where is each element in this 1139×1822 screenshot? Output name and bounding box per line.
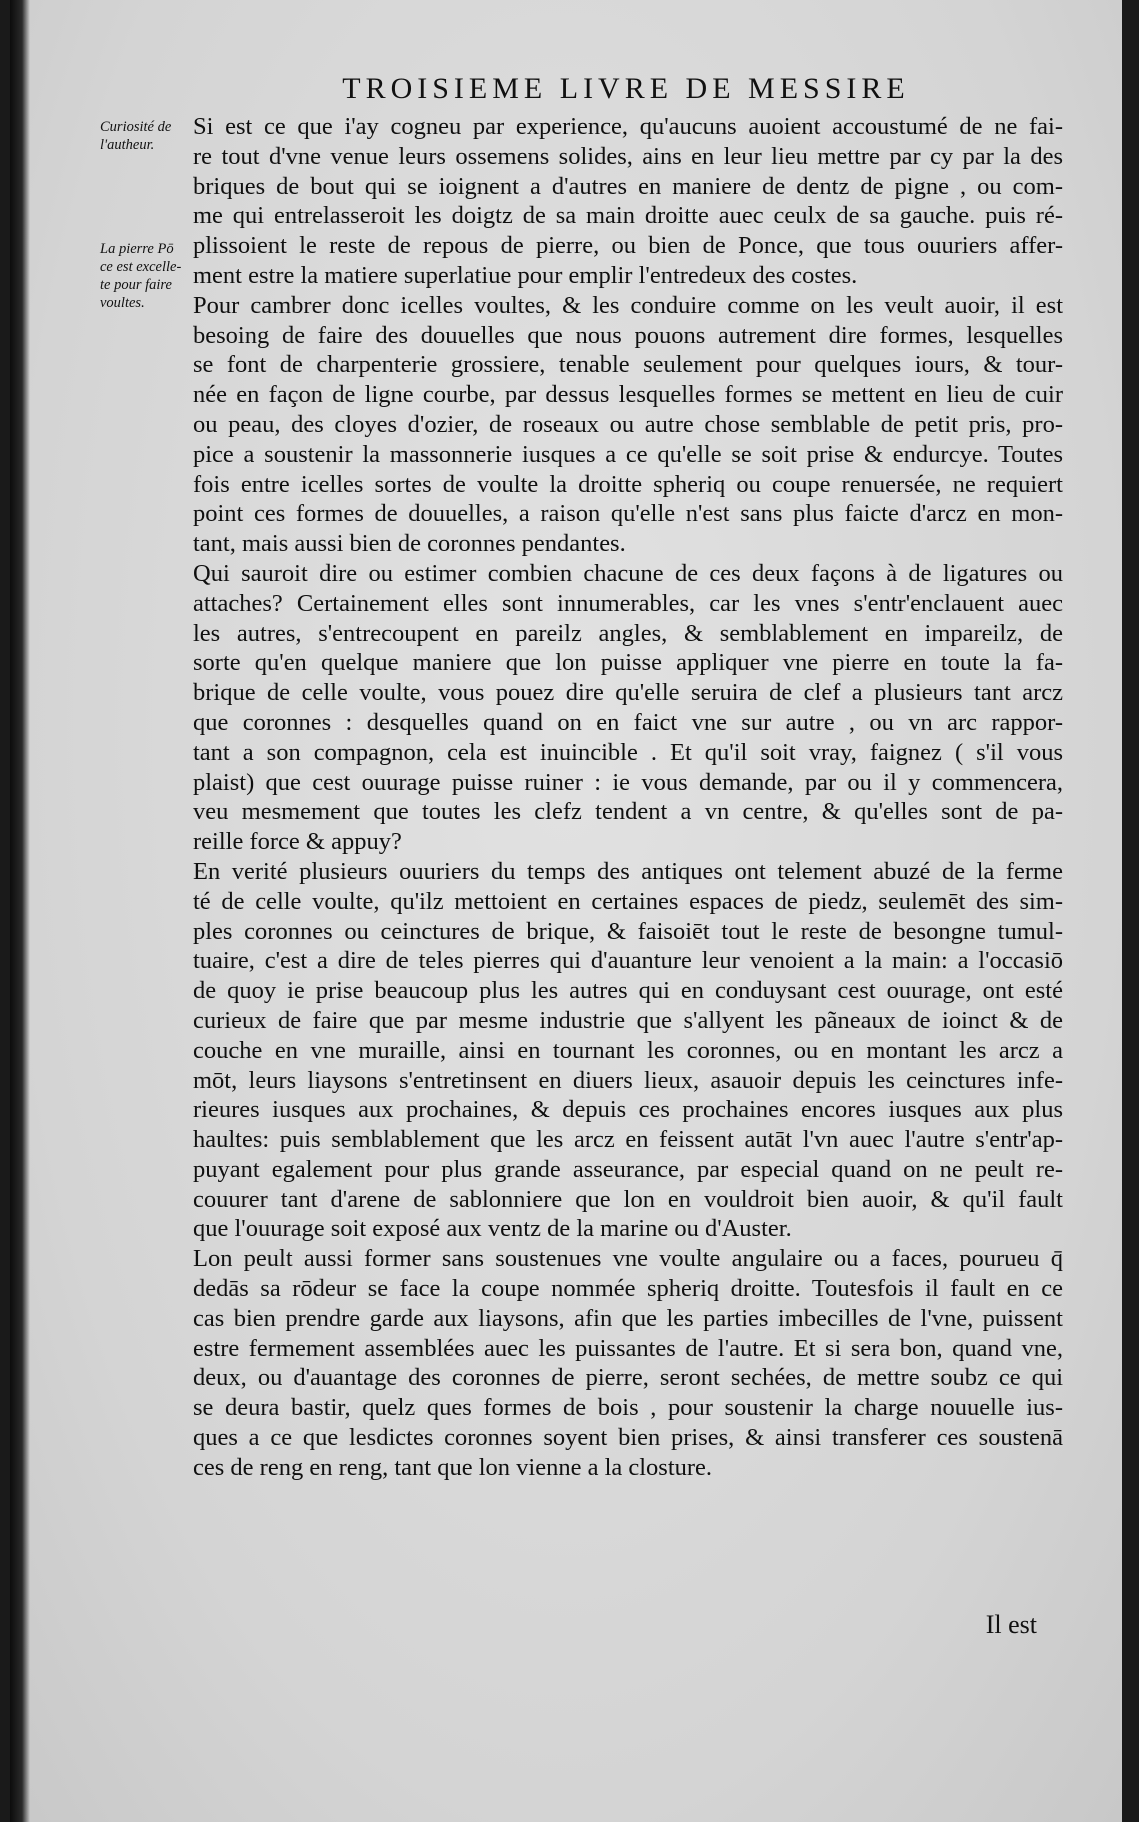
margin-note-line: La pierre Pō xyxy=(100,241,174,257)
margin-note-line: l'autheur. xyxy=(100,137,155,153)
text-line: se deura bastir, quelz ques formes de bois , pour soustenir la charge nouuelle ius- xyxy=(193,1394,1063,1422)
text-line: plaist) que cest ouurage puisse ruiner : ie vous demande, par ou il y commencera, xyxy=(193,768,1063,796)
text-line: couche en vne muraille, ainsi en tournant les coronnes, ou en montant les arcz a xyxy=(193,1036,1063,1064)
text-line: mōt, leurs liaysons s'entretinsent en diuers lieux, asauoir depuis les ceinctures infe- xyxy=(193,1066,1063,1094)
text-line: se font de charpenterie grossiere, tenable seulement pour quelques iours, & tour- xyxy=(193,351,1063,379)
paragraph xyxy=(193,291,1063,559)
page-gutter-shadow xyxy=(10,0,30,1822)
text-line: tuaire, c'est a dire de teles pierres qui d'auanture leur venoient a la main: a l'occasiō xyxy=(193,947,1063,975)
text-line: deux, ou d'auantage des coronnes de pierre, seront sechées, de mettre soubz ce qui xyxy=(193,1364,1063,1392)
text-line: Si est ce que i'ay cogneu par experience, qu'aucuns auoient accoustumé de ne fai- xyxy=(193,113,1063,140)
margin-note-2 xyxy=(100,240,200,312)
paragraph xyxy=(193,112,1063,291)
text-line: tant a son compagnon, cela est inuincible . Et qu'il soit vray, faignez ( s'il vous xyxy=(193,738,1063,766)
text-line: dedās sa rōdeur se face la coupe nommée spheriq droitte. Toutesfois il fault en ce xyxy=(193,1275,1063,1303)
text-line: née en façon de ligne courbe, par dessus lesquelles formes se mettent en lieu de cuir xyxy=(193,381,1063,409)
text-line: couurer tant d'arene de sablonniere que lon en vouldroit bien auoir, & qu'il fault xyxy=(193,1185,1063,1213)
text-line: ces de reng en reng, tant que lon vienne a la closture. xyxy=(193,1453,713,1481)
text-line: estre fermement assemblées auec les puissantes de l'autre. Et si sera bon, quand vne, xyxy=(193,1334,1063,1362)
text-line: reille force & appuy? xyxy=(193,828,402,856)
paragraph xyxy=(193,1244,1063,1482)
text-line: besoing de faire des douuelles que nous pouons autrement dire formes, lesquelles xyxy=(193,321,1063,349)
text-line: té de celle voulte, qu'ilz mettoient en certaines espaces de piedz, seulemēt des sim- xyxy=(193,887,1063,915)
text-line: point ces formes de douuelles, a raison qu'elle n'est sans plus faicte d'arcz en mon- xyxy=(193,500,1063,528)
text-line: re tout d'vne venue leurs ossemens solides, ains en leur lieu mettre par cy par la des xyxy=(193,142,1063,170)
running-head xyxy=(10,72,1122,106)
text-line: pice a soustenir la massonnerie iusques a ce qu'elle se soit prise & endurcye. Toutes xyxy=(193,440,1063,468)
margin-note-line: Curiosité de xyxy=(100,119,172,135)
text-line: fois entre icelles sortes de voulte la droitte spheriq ou coupe renuersée, ne requiert xyxy=(193,470,1063,498)
text-line: me qui entrelasseroit les doigtz de sa main droitte auec ceulx de sa gauche. puis ré- xyxy=(193,202,1063,230)
text-line: Pour cambrer donc icelles voultes, & les conduire comme on les veult auoir, il est xyxy=(193,291,1063,319)
margin-note-line: te pour faire xyxy=(100,277,172,293)
text-line: cas bien prendre garde aux liaysons, afin que les parties imbecilles de l'vne, puissent xyxy=(193,1304,1063,1332)
text-line: En verité plusieurs ouuriers du temps des antiques ont telement abuzé de la ferme xyxy=(193,857,1063,885)
text-line: plissoient le reste de repous de pierre, ou bien de Ponce, que tous ouuriers affer- xyxy=(193,232,1063,260)
margin-note-1 xyxy=(100,118,200,154)
text-line: haultes: puis semblablement que les arcz en feissent autāt l'vn auec l'autre s'entr'ap- xyxy=(193,1126,1063,1154)
text-line: sorte qu'en quelque maniere que lon puisse appliquer vne pierre en toute la fa- xyxy=(193,649,1063,677)
book-page xyxy=(10,0,1122,1822)
text-line: ment estre la matiere superlatiue pour emplir l'entredeux des costes. xyxy=(193,261,858,289)
paragraph xyxy=(193,857,1063,1244)
text-line: de quoy ie prise beaucoup plus les autres qui en conduysant cest ouurage, ont esté xyxy=(193,977,1063,1005)
text-line: les autres, s'entrecoupent en pareilz angles, & semblablement en impareilz, de xyxy=(193,619,1063,647)
text-line: que l'ouurage soit exposé aux ventz de la marine ou d'Auster. xyxy=(193,1215,792,1243)
body-text xyxy=(193,112,1063,1483)
catchword: Il est xyxy=(985,1610,1037,1639)
paragraph xyxy=(193,559,1063,857)
text-line: curieux de faire que par mesme industrie que s'allyent les pãneaux de ioinct & de xyxy=(193,1006,1063,1034)
margin-note-line: ce est excelle- xyxy=(100,259,182,275)
text-line: ques a ce que lesdictes coronnes soyent bien prises, & ainsi transferer ces soustenā xyxy=(193,1424,1063,1452)
text-line: ou peau, des cloyes d'ozier, de roseaux ou autre chose semblable de petit pris, pro- xyxy=(193,410,1063,438)
running-head-text: TROISIEME LIVRE DE MESSIRE xyxy=(342,72,910,105)
text-line: Qui sauroit dire ou estimer combien chacune de ces deux façons à de ligatures ou xyxy=(193,559,1063,587)
text-line: brique de celle voulte, vous pouez dire qu'elle seruira de clef a plusieurs tant arcz xyxy=(193,679,1063,707)
margin-note-line: voultes. xyxy=(100,295,145,311)
text-line: briques de bout qui se ioignent a d'autres en maniere de dentz de pigne , ou com- xyxy=(193,172,1063,200)
text-line: veu mesmement que toutes les clefz tendent a vn centre, & qu'elles sont de pa- xyxy=(193,798,1063,826)
text-line: que coronnes : desquelles quand on en faict vne sur autre , ou vn arc rappor- xyxy=(193,708,1063,736)
text-line: ples coronnes ou ceinctures de brique, & faisoiēt tout le reste de besongne tumul- xyxy=(193,917,1063,945)
text-line: rieures iusques aux prochaines, & depuis ces prochaines encores iusques aux plus xyxy=(193,1096,1063,1124)
text-line: puyant egalement pour plus grande asseurance, par especial quand on ne peult re- xyxy=(193,1155,1063,1183)
text-line: Lon peult aussi former sans soustenues vne voulte angulaire ou a faces, pourueu q̄ xyxy=(193,1245,1063,1273)
text-line: attaches? Certainement elles sont innumerables, car les vnes s'entr'enclauent auec xyxy=(193,589,1063,617)
text-line: tant, mais aussi bien de coronnes pendantes. xyxy=(193,530,626,558)
